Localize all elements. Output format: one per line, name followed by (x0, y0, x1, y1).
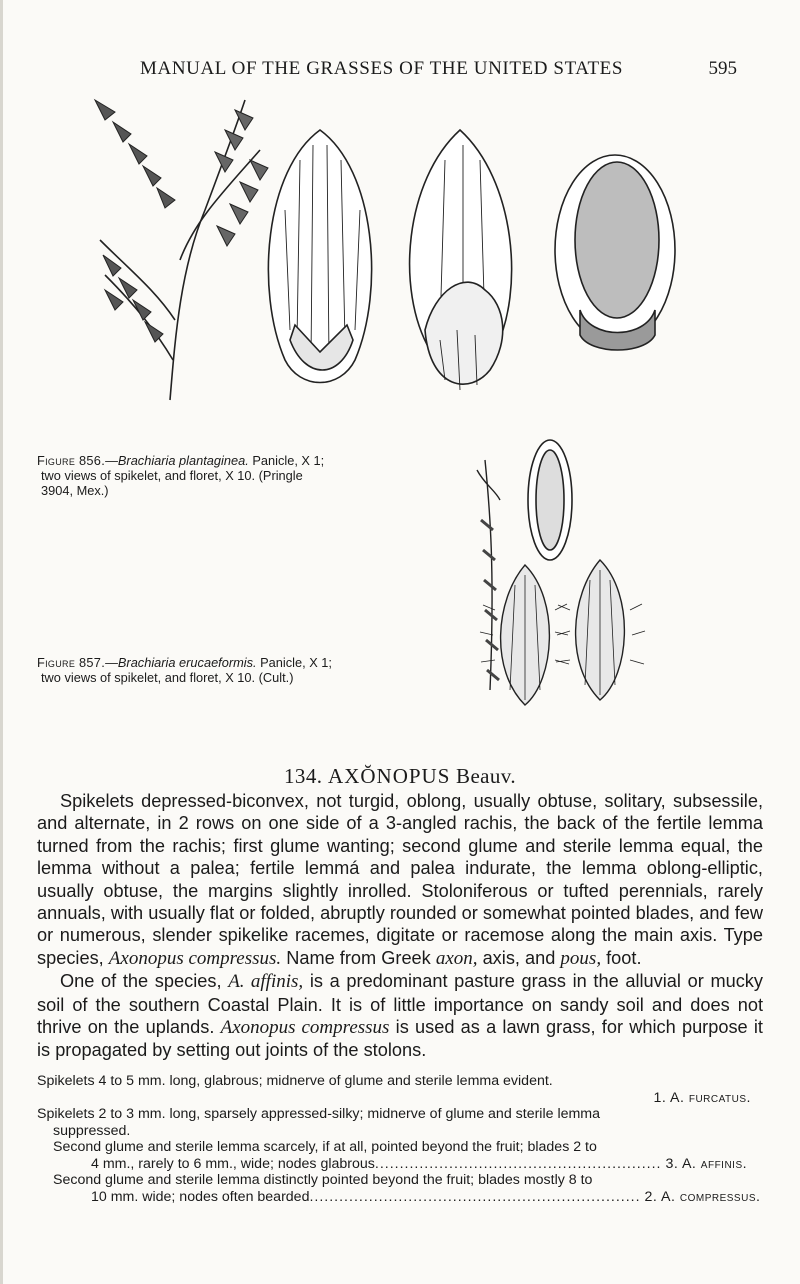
description-paragraph (37, 790, 763, 970)
desc-text-2: Name from Greek (281, 947, 436, 968)
figure-857-line2: two views of spikelet, and floret, X 10. (Cult.) (41, 670, 294, 685)
key-result-affinis: 3. A. affinis. (665, 1155, 748, 1172)
figure-857-species: Brachiaria erucaeformis. (117, 655, 257, 670)
fig857-spikelet-view2 (555, 560, 645, 700)
figure-856-line3: 3904, Mex.) (41, 483, 109, 498)
key-result-furcatus (37, 1090, 763, 1107)
species-compressus: Axonopus compressus (220, 1017, 390, 1039)
key-line-1: Spikelets 4 to 5 mm. long, glabrous; midnerve of glume and sterile lemma evident. (37, 1073, 553, 1089)
fig857-panicle-drawing (477, 460, 500, 690)
genus-description (37, 790, 763, 1062)
botanical-illustration (85, 90, 705, 730)
key-line-2b: suppressed. (53, 1122, 131, 1139)
usage-text-3: is used as a lawn grass, for which purpose it is propagated by setting out joints of the stolons. (37, 1017, 763, 1061)
key-line-4b-text: 10 mm. wide; nodes often bearded (91, 1188, 310, 1205)
type-species: Axonopus compressus. (108, 947, 282, 969)
fig856-panicle-drawing (95, 100, 268, 400)
section-genus: AXŎNOPUS (328, 764, 451, 788)
key-line-4b: 10 mm. wide; nodes often bearded................................................................... 2. A. compressus. (91, 1188, 761, 1205)
figure-857-label: Figure 857. (37, 655, 106, 670)
desc-text-3: axis, and (477, 947, 561, 968)
desc-text-1: Spikelets depressed-biconvex, not turgid, oblong, usually obtuse, solitary, subsessile, and alternate, in 2 rows on one side of a 3-angled rachis, the back of the fertile lemma turned from the rachis; first glume wanting; second glume and sterile lemma equal, the lemma without a palea; fertile lemmá and palea indurate, the lemma oblong-elliptic, usually obtuse, the margins slightly inrolled. Stoloniferous or tufted perennials, rarely annuals, with usually flat or folded, abruptly rounded or somewhat pointed blades, and few or numerous, slender spikelike racemes, digitate or racemose along the main axis. Type species, (37, 791, 763, 968)
key-line-2: Spikelets 2 to 3 mm. long, sparsely appressed-silky; midnerve of glume and sterile lemma (37, 1106, 601, 1122)
key-line-4: Second glume and sterile lemma distinctly pointed beyond the fruit; blades mostly 8 to (53, 1172, 593, 1188)
section-number: 134. (284, 764, 323, 788)
figure-856-line1: Panicle, X 1; (248, 453, 325, 468)
running-title: MANUAL OF THE GRASSES OF THE UNITED STATES (140, 58, 624, 79)
key-result-compressus: 2. A. compressus. (644, 1188, 761, 1205)
fig857-floret (528, 440, 572, 560)
usage-paragraph (37, 970, 763, 1062)
greek-pous: pous, (560, 947, 602, 969)
species-key (37, 1073, 763, 1205)
figure-856-caption: Figure 856.—Brachiaria plantaginea. Panicle, X 1; two views of spikelet, and floret, X 10. (Pringle 3904, Mex.) (37, 453, 397, 498)
key-line-3b-text: 4 mm., rarely to 6 mm., wide; nodes glabrous (91, 1155, 375, 1172)
desc-text-4: foot. (601, 947, 642, 968)
fig856-spikelet-view2 (410, 130, 512, 390)
fig856-spikelet-view1 (268, 130, 371, 383)
greek-axon: axon, (435, 947, 478, 969)
figure-856-species: Brachiaria plantaginea. (117, 453, 249, 468)
figure-857-caption: Figure 857.—Brachiaria erucaeformis. Panicle, X 1; two views of spikelet, and floret, X 10. (Cult.) (37, 655, 397, 685)
species-affinis: A. affinis, (228, 971, 304, 993)
page-number: 595 (708, 58, 737, 79)
usage-text-2: is a predominant pasture grass in the alluvial or mucky soil of the southern Coastal Plain. It is of little importance on sandy soil and does not thrive on the uplands. (37, 971, 763, 1038)
section-author: Beauv. (456, 764, 516, 788)
figure-856-line2: two views of spikelet, and floret, X 10. (Pringle (41, 468, 303, 483)
key-line-3b: 4 mm., rarely to 6 mm., wide; nodes glabrous.......................................................... 3. A. affinis. (91, 1155, 748, 1172)
figure-856-label: Figure 856. (37, 453, 106, 468)
key-line-3: Second glume and sterile lemma scarcely, if at all, pointed beyond the fruit; blades 2 to (53, 1139, 597, 1155)
fig856-floret (555, 155, 675, 350)
usage-text-1: One of the species, (60, 971, 229, 992)
figure-857-line1: Panicle, X 1; (256, 655, 332, 670)
page-edge (0, 0, 3, 1284)
key-result-1: 1. A. furcatus. (653, 1089, 751, 1106)
section-heading (0, 764, 800, 789)
